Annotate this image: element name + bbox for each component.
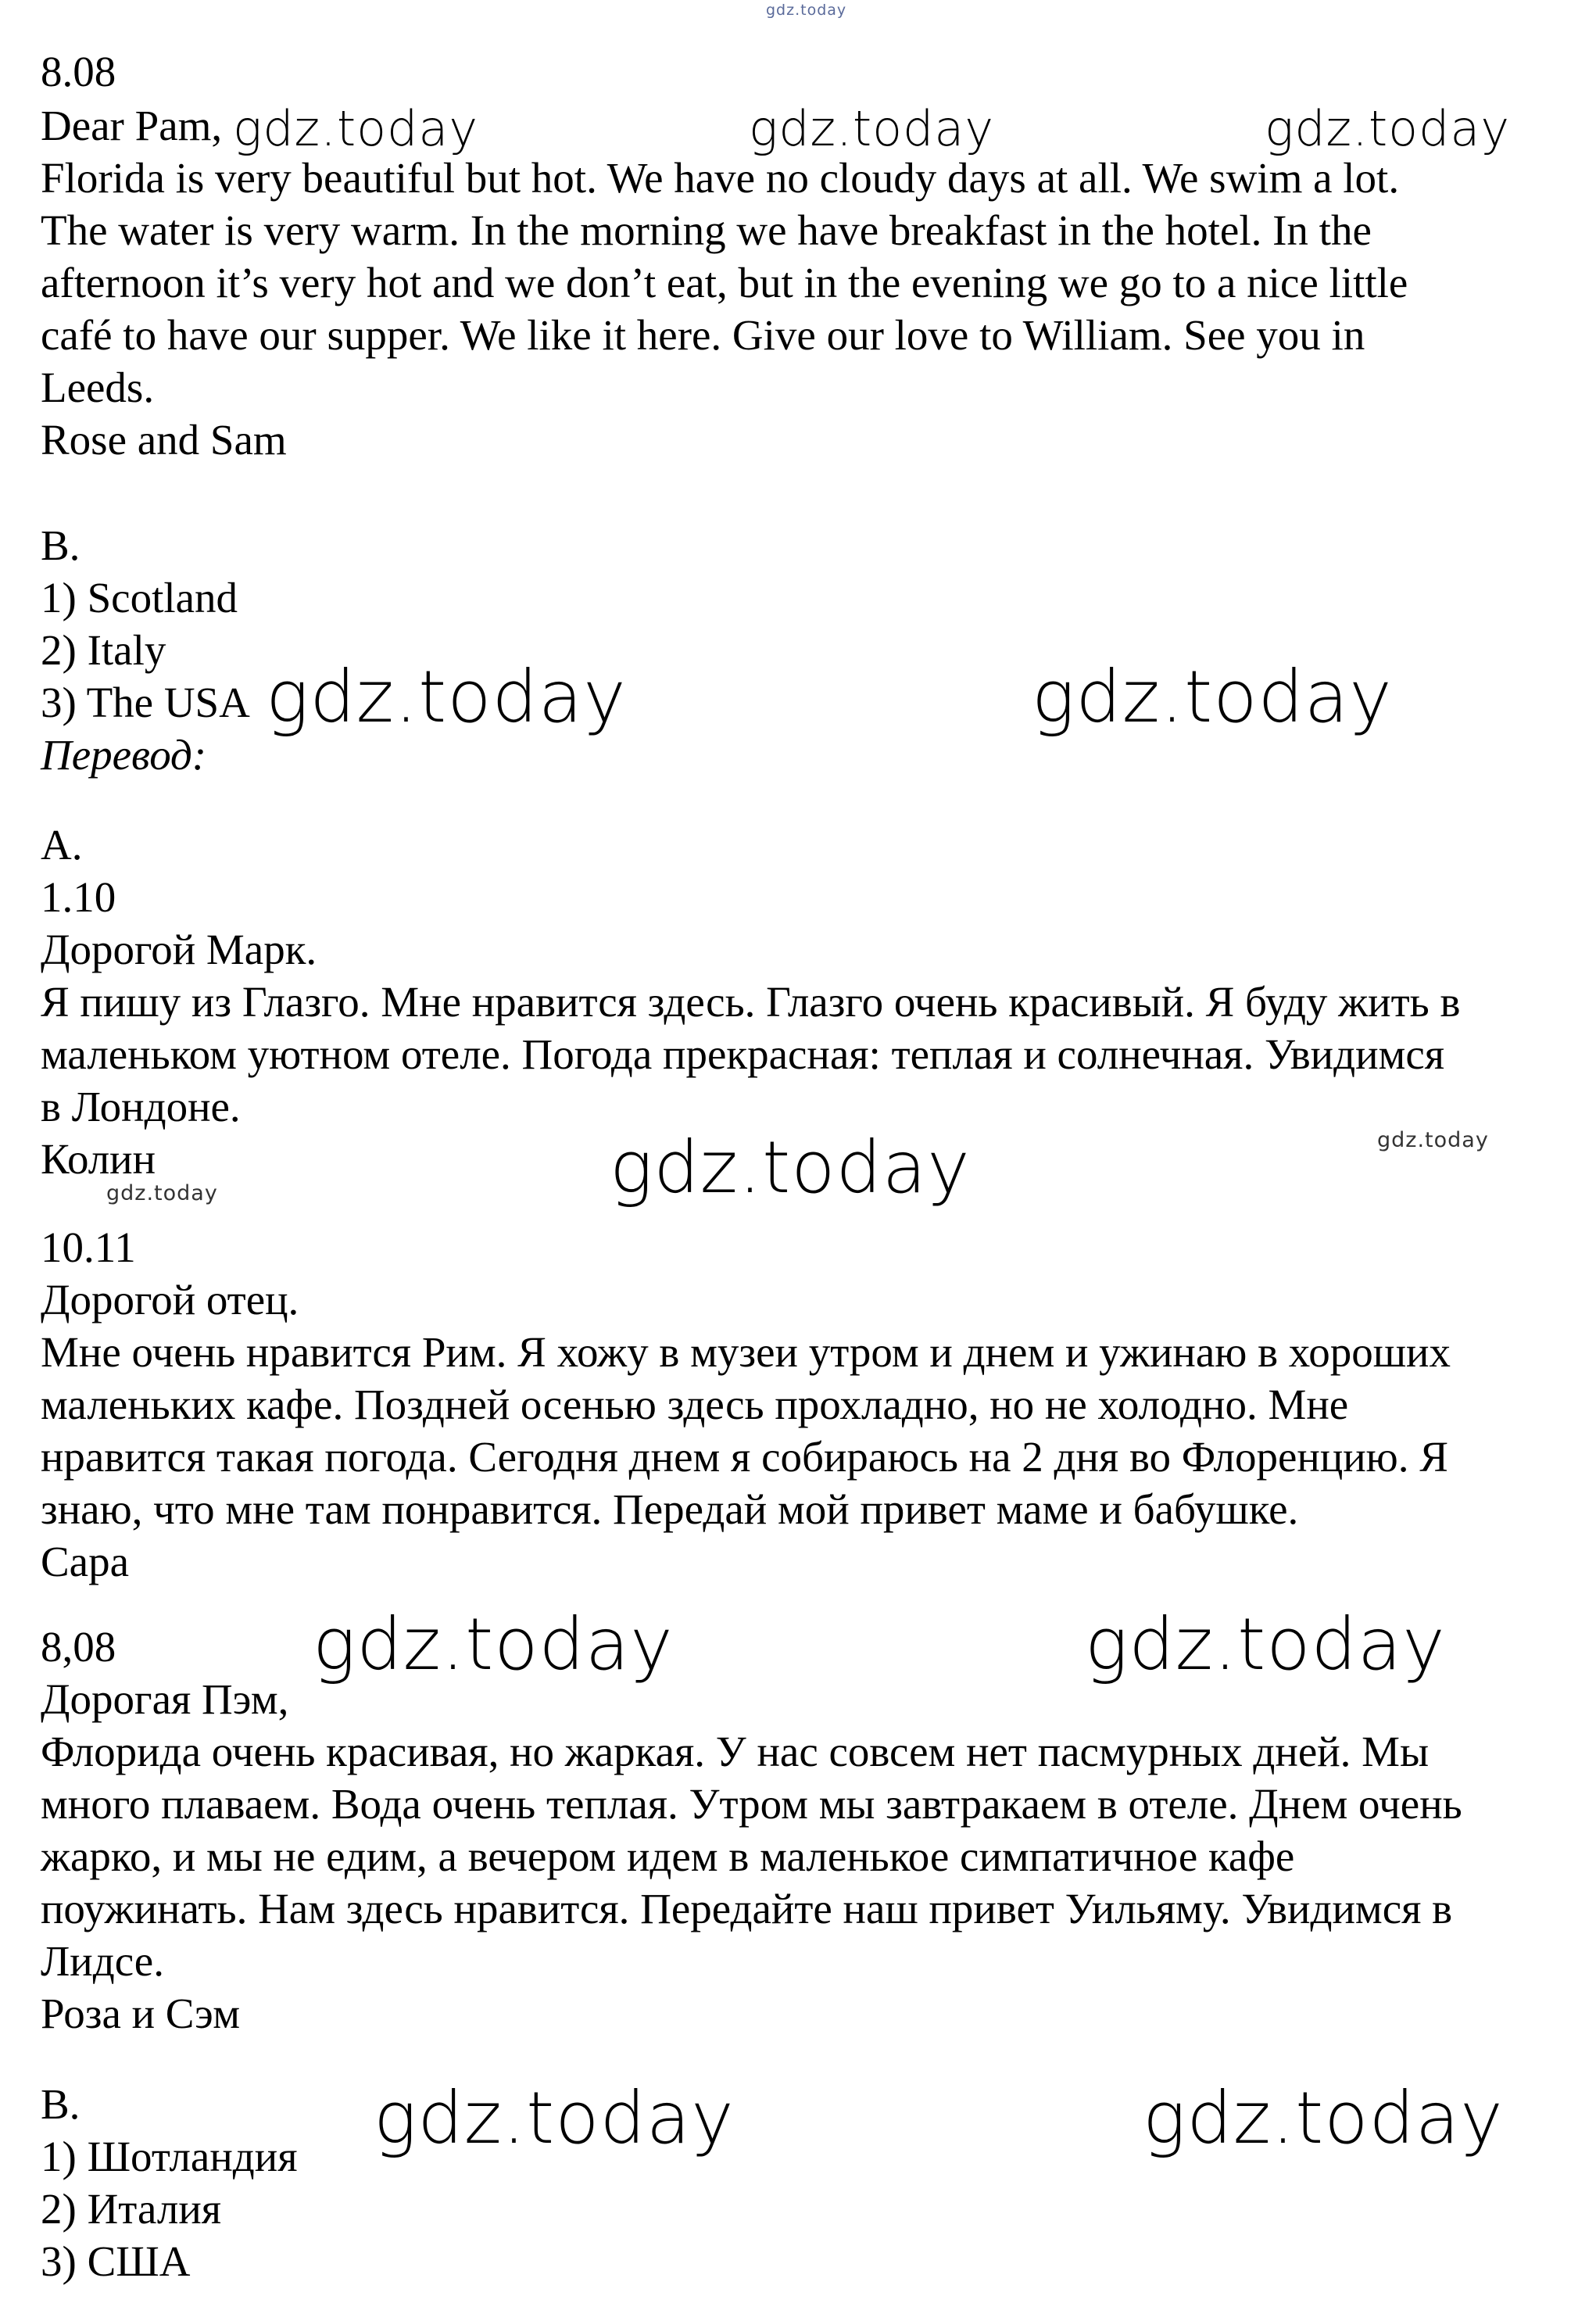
body-line: маленьком уютном отеле. Погода прекрасная: теплая и солнечная. Увидимся xyxy=(41,1030,1445,1078)
date-line: 10.11 xyxy=(41,1223,136,1271)
watermark: gdz.today xyxy=(106,1181,218,1205)
list-item: 2) Italy xyxy=(41,626,166,674)
salutation: Дорогая Пэм, xyxy=(41,1675,289,1723)
body-line: поужинать. Нам здесь нравится. Передайте наш привет Уильяму. Увидимся в xyxy=(41,1885,1453,1932)
section-label: В. xyxy=(41,2080,81,2128)
watermark: gdz.today xyxy=(1377,1128,1489,1152)
body-line: маленьких кафе. Поздней осенью здесь прохладно, но не холодно. Мне xyxy=(41,1381,1349,1428)
signature: Колин xyxy=(41,1135,156,1183)
body-line: знаю, что мне там понравится. Передай мой привет маме и бабушке. xyxy=(41,1485,1299,1533)
body-line: Я пишу из Глазго. Мне нравится здесь. Глазго очень красивый. Я буду жить в xyxy=(41,978,1461,1026)
body-line: много плаваем. Вода очень теплая. Утром мы завтракаем в отеле. Днем очень xyxy=(41,1780,1462,1828)
watermark: gdz.today xyxy=(610,1126,971,1209)
body-line: жарко, и мы не едим, а вечером идем в маленькое симпатичное кафе xyxy=(41,1832,1295,1880)
list-item: 3) США xyxy=(41,2237,191,2285)
list-item: 2) Италия xyxy=(41,2185,222,2233)
salutation: Дорогой отец. xyxy=(41,1276,299,1323)
list-item: 3) The USA xyxy=(41,679,250,726)
translation-heading: Перевод: xyxy=(41,731,207,779)
signature: Роза и Сэм xyxy=(41,1990,241,2037)
body-line: café to have our supper. We like it here. Give our love to William. See you in xyxy=(41,311,1365,359)
body-line: Leeds. xyxy=(41,364,155,411)
signature: Rose and Sam xyxy=(41,416,287,464)
body-line: The water is very warm. In the morning we have breakfast in the hotel. In the xyxy=(41,206,1372,254)
watermark: gdz.today xyxy=(313,1603,674,1686)
body-line: нравится такая погода. Сегодня днем я собираюсь на 2 дня во Флоренцию. Я xyxy=(41,1433,1448,1481)
watermark: gdz.today xyxy=(1085,1603,1446,1686)
watermark: gdz.today xyxy=(1143,2076,1504,2160)
salutation: Dear Pam, xyxy=(41,102,223,149)
signature: Сара xyxy=(41,1538,130,1585)
watermark-top: gdz.today xyxy=(766,2,847,19)
watermark: gdz.today xyxy=(1032,655,1393,739)
watermark: gdz.today xyxy=(374,2076,735,2160)
watermark: gdz.today xyxy=(749,100,995,157)
body-line: afternoon it’s very hot and we don’t eat, but in the evening we go to a nice little xyxy=(41,259,1408,306)
watermark: gdz.today xyxy=(1265,100,1511,157)
watermark: gdz.today xyxy=(266,655,627,739)
salutation: Дорогой Марк. xyxy=(41,926,317,973)
list-item: 1) Шотландия xyxy=(41,2133,298,2180)
body-line: Лидсе. xyxy=(41,1937,164,1985)
body-line: Florida is very beautiful but hot. We have no cloudy days at all. We swim a lot. xyxy=(41,154,1400,202)
date-line: 8,08 xyxy=(41,1623,116,1671)
watermark: gdz.today xyxy=(233,100,479,157)
date-line: 1.10 xyxy=(41,873,116,921)
list-item: 1) Scotland xyxy=(41,574,238,621)
section-label: А. xyxy=(41,821,83,869)
body-line: в Лондоне. xyxy=(41,1083,241,1130)
date-line: 8.08 xyxy=(41,48,116,95)
section-label: B. xyxy=(41,521,81,569)
body-line: Мне очень нравится Рим. Я хожу в музеи утром и днем и ужинаю в хороших xyxy=(41,1328,1451,1376)
body-line: Флорида очень красивая, но жаркая. У нас совсем нет пасмурных дней. Мы xyxy=(41,1728,1430,1775)
